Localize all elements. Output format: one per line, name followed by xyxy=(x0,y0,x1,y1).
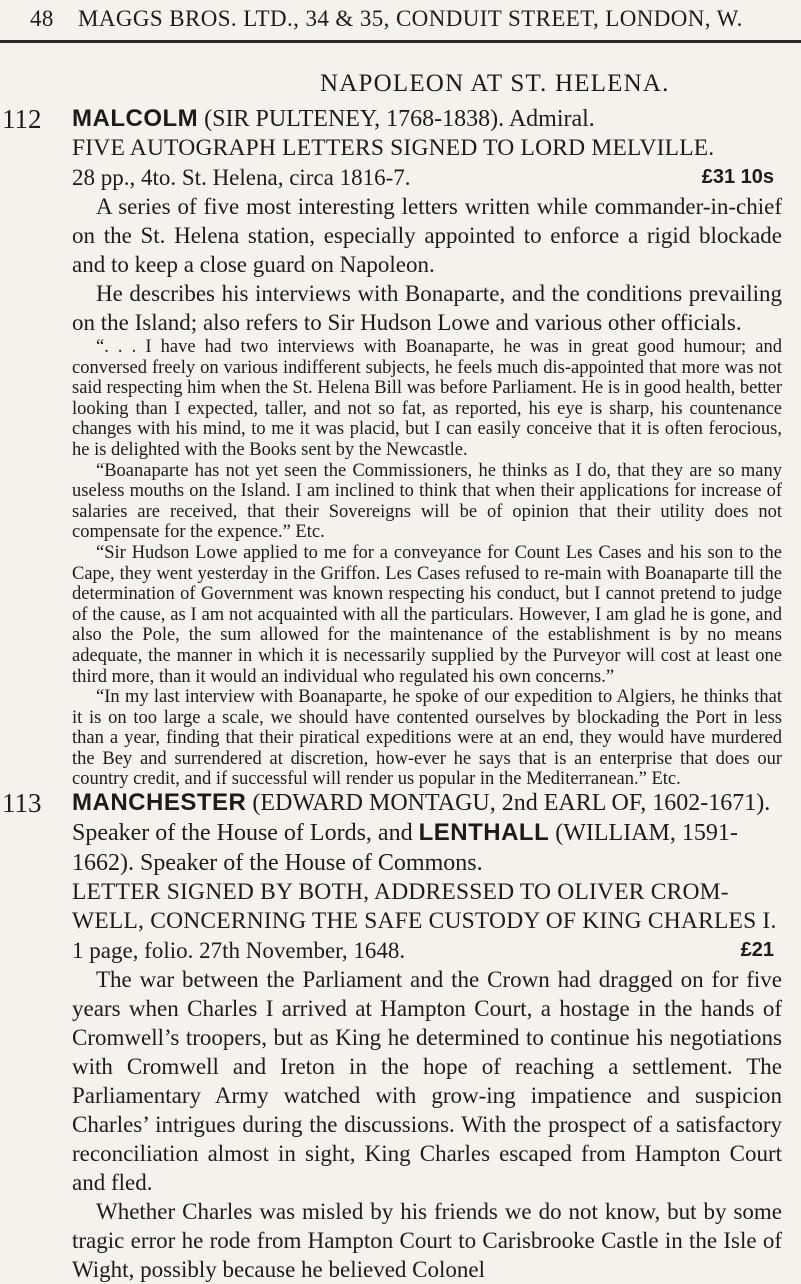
header-rule xyxy=(0,40,801,43)
quoted-letter: “Boanaparte has not yet seen the Commissioners, he thinks as I do, that they are so many useless mouths on the Island. I am inclined to think that when their applications for increase of salaries are received, that their Sovereigns will be of opinion that their utility does not compensate for the expence.” Etc. xyxy=(72,460,782,543)
lot-heading xyxy=(72,104,782,134)
description-paragraph: He describes his interviews with Bonaparte, and the conditions prevailing on the Island; also refers to Sir Hudson Lowe and various other officials. xyxy=(72,281,782,335)
description-paragraph: A series of five most interesting letters written while commander-in-chief on the St. Helena station, especially appointed to enforce a rigid blockade and to keep a close guard on Napoleon. xyxy=(72,194,782,277)
lot-body xyxy=(72,788,782,1284)
lot-number: 113 xyxy=(2,788,42,818)
page-header xyxy=(30,6,790,32)
quoted-letter: “Sir Hudson Lowe applied to me for a conveyance for Count Les Cases and his son to the Cape, they went yesterday in the Griffon. Les Cases refused to re-main with Boanaparte till the determination of Government was known respecting his conduct, but I cannot pretend to judge of the cause, as I am not acquainted with all the particulars. However, I am glad he is gone, and also the Pole, the sum allowed for the maintenance of the establishment is by no means adequate, the manner in which it is necessarily supplied by the Purveyor will cost at least one third more, than it would an individual who regulated his own concerns.” xyxy=(72,542,782,687)
lot-body xyxy=(72,104,782,790)
lot-collation xyxy=(72,936,782,965)
lot-number: 112 xyxy=(2,104,42,134)
lot-name-secondary: LENTHALL xyxy=(418,819,550,846)
lot-heading-rest: (SIR PULTENEY, 1768-1838). Admiral. xyxy=(198,106,595,132)
lot-name: MALCOLM xyxy=(72,105,199,132)
lot-heading xyxy=(72,788,782,818)
lot-title-line: WELL, CONCERNING THE SAFE CUSTODY OF KING CHARLES I. xyxy=(72,908,777,934)
quoted-letter: “. . . I have had two interviews with Boanaparte, he was in great good humour; and conversed freely on various indifferent subjects, he feels much dis-appointed that more was not said respecting him when the St. Helena Bill was before Parliament. He is in good health, better looking than I expected, taller, and not so fat, as reported, his eye is sharp, his countenance changes with his mind, to me it was placid, but I can easily conceive that it is often ferocious, he is delighted with the Books sent by the Newcastle. xyxy=(72,337,782,460)
page-number: 48 xyxy=(30,6,54,31)
lot-price: £31 10s xyxy=(701,166,774,188)
lot-title-line: LETTER SIGNED BY BOTH, ADDRESSED TO OLIVER CROM- xyxy=(72,879,729,905)
heading-text: Speaker of the House of Lords, and xyxy=(72,820,419,846)
section-title: NAPOLEON AT ST. HELENA. xyxy=(320,70,670,97)
lot-title: FIVE AUTOGRAPH LETTERS SIGNED TO LORD MELVILLE. xyxy=(72,135,715,161)
running-header: MAGGS BROS. LTD., 34 & 35, CONDUIT STREET, LONDON, W. xyxy=(78,6,743,31)
heading-text: (WILLIAM, 1591- xyxy=(549,820,738,846)
quoted-letter: “In my last interview with Boanaparte, he spoke of our expedition to Algiers, he thinks that it is on too large a scale, we should have contented ourselves by blockading the Port in less than a year, finding that their piratical expeditions were at an end, they would have murdered the Bey and surrendered at discretion, how-ever he says that is an enterprise that does our country credit, and if successful will render us popular in the Mediterranean.” Etc. xyxy=(72,687,782,790)
description-paragraph: Whether Charles was misled by his friends we do not know, but by some tragic error he rode from Hampton Court to Carisbrooke Castle in the Isle of Wight, possibly because he believed Colonel xyxy=(72,1199,782,1282)
lot-collation xyxy=(72,163,782,192)
lot-heading-rest: (EDWARD MONTAGU, 2nd EARL OF, 1602-1671). xyxy=(246,790,771,816)
lot-price: £21 xyxy=(740,939,774,961)
lot-heading-continued xyxy=(72,818,782,848)
lot-heading-line3: 1662). Speaker of the House of Commons. xyxy=(72,850,483,876)
lot-name: MANCHESTER xyxy=(72,789,247,816)
description-paragraph: The war between the Parliament and the Crown had dragged on for five years when Charles I arrived at Hampton Court, a hostage in the hands of Cromwell’s troopers, but as King he determined to continue his negotiations with Cromwell and Ireton in the hope of reaching a settlement. The Parliamentary Army watched with grow-ing impatience and suspicion Charles’ intrigues during the discussions. With the prospect of a satisfactory reconciliation almost in sight, King Charles escaped from Hampton Court and fled. xyxy=(72,967,782,1195)
collation-text: 28 pp., 4to. St. Helena, circa 1816-7. xyxy=(72,165,411,190)
collation-text: 1 page, folio. 27th November, 1648. xyxy=(72,938,406,963)
